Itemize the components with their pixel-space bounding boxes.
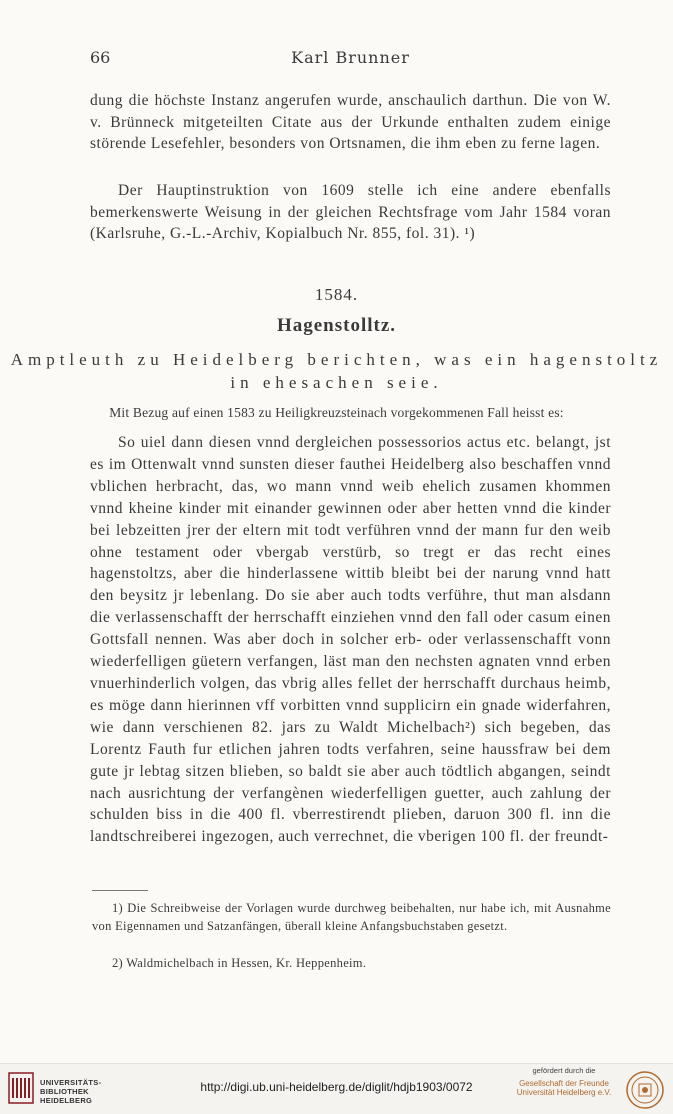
section-summary [0, 348, 673, 394]
paragraph-1 [90, 90, 611, 155]
paragraph-2 [90, 180, 611, 245]
page-number: 66 [90, 48, 111, 67]
paragraph-3 [90, 432, 611, 848]
digitization-footer [0, 1063, 673, 1114]
footnote-2 [92, 955, 611, 973]
section-year: 1584. [314, 285, 359, 304]
permalink-url[interactable]: http://digi.ub.uni-heidelberg.de/diglit/hdjb1903/0072 [200, 1080, 473, 1094]
paragraph-3-text: So uiel dann diesen vnnd dergleichen possessorios actus etc. belangt, jst es im Ottenwalt vnnd sunsten dieser fauthei Heidelberg also beschaffen vnnd vblichen herbracht, das, wo mann vnnd weib ehelich zusamen khommen vnnd kheine kinder mit einander gewinnen oder aber hetten vnnd die kinder bei lebzeitten jrer der eltern mit todt verführen vnnd der mann fur den weib ohne testament oder vbergab verstürb, so tregt er das recht eines hagenstoltzs, aber die hinderlassene wittib bleibt bei der narung vnnd hatt den beysitz jr lebenlang. Do sie aber auch todts verführe, thut man alsdann die verlassenschafft der herrschafft einziehen vnnd den fall oder casum einen Gottsfall nennen. Was aber doch in solcher erb- oder verlassenschafft vonn wiederfelligen güetern verfangen, läst man den nechsten agnaten vnnd erben vnuerhinderlich volgen, das vbrig alles fellet der herrschafft durchaus heimb, es möge dann hierinnen vff vorbitten vnnd supplicirn ein gnade widerfahren, wie dann verschienen 82. jars zu Waldt Michelbach²) sich begeben, das Lorentz Fauth fur etlichen jahren todts verfahren, seine haussfraw bei dem gute jr lebtag sitzen blieben, so baldt sie aber auch tödtlich abgangen, seindt nach ausrichtung der verfangènen wiederfelligen guetter, auch zahlung der schulden biss in die 400 fl. vberrestirendt plieben, daruon 300 fl. inn die landtschreiberei ingezogen, auch verrechnet, die vberigen 100 fl. der freundt- [90, 434, 611, 846]
footnote-1 [92, 900, 611, 935]
running-header [90, 48, 611, 72]
summary-line-2: in ehesachen seie. [230, 373, 443, 392]
section-intro: Mit Bezug auf einen 1583 zu Heiligkreuzsteinach vorgekommenen Fall heisst es: [109, 405, 564, 420]
running-title: Karl Brunner [291, 48, 410, 67]
paragraph-2-text: Der Hauptinstruktion von 1609 stelle ich eine andere ebenfalls bemerkenswerte Weisung in der gleichen Rechtsfrage vom Jahr 1584 voran (Karlsruhe, G.-L.-Archiv, Kopialbuch Nr. 855, fol. 31). ¹) [90, 182, 611, 243]
footnote-1-text: 1) Die Schreibweise der Vorlagen wurde durchweg beibehalten, nur habe ich, mit Ausnahme von Eigennamen und Satzanfängen, überall kleine Anfangsbuchstaben gesetzt. [92, 901, 611, 933]
footnote-rule [92, 890, 148, 891]
paragraph-1-text: dung die höchste Instanz angerufen wurde, anschaulich darthun. Die von W. v. Brünneck mitgeteilten Citate aus der Urkunde enthalten zudem einige störende Lesefehler, besonders von Ortsnamen, die ihm eben zu ferne lagen. [90, 92, 611, 153]
sponsor-text: gefördert durch die Gesellschaft der Freunde Universität Heidelberg e.V. [516, 1066, 612, 1097]
section-title: Hagenstolltz. [276, 315, 397, 336]
summary-line-1: Amptleuth zu Heidelberg berichten, was ein hagenstoltz [10, 350, 663, 369]
university-seal-icon [625, 1070, 665, 1110]
footnote-2-text: 2) Waldmichelbach in Hessen, Kr. Heppenheim. [112, 956, 367, 970]
library-name: UNIVERSITÄTS- BIBLIOTHEK HEIDELBERG [40, 1078, 102, 1105]
